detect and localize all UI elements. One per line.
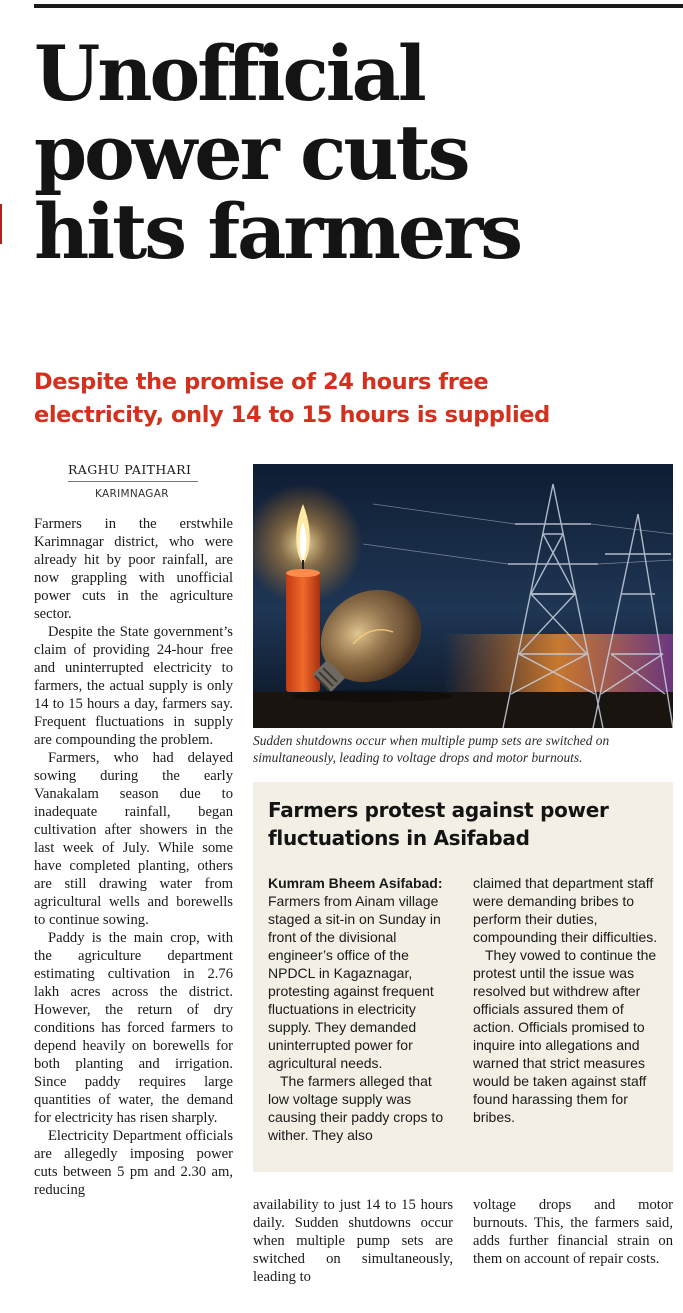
- top-rule: [34, 4, 683, 8]
- headline: [34, 29, 674, 277]
- article-photo: [253, 464, 673, 728]
- body-continuation-1: availability to just 14 to 15 hours daily. Sudden shutdowns occur when multiple pump sets are switched on simultaneously, leading to: [253, 1197, 453, 1285]
- sidebar-title-line-2: fluctuations in Asifabad: [268, 826, 530, 850]
- sidebar-column-1: [268, 874, 454, 1144]
- sidebar-paragraph-3: claimed that department staff were demanding bribes to perform their duties, compounding their difficulties.: [473, 875, 658, 945]
- body-paragraph-4: Paddy is the main crop, with the agriculture department estimating cultivation in 2.76 lakh acres across the district. However, the return of dry conditions has forced farmers to depend heavily on borewells for both planting and irrigation. Since paddy requires large quantities of water, the demand for electricity has risen sharply.: [34, 930, 233, 1126]
- deck-line-2: electricity, only 14 to 15 hours is supplied: [34, 402, 550, 428]
- photo-caption: Sudden shutdowns occur when multiple pump sets are switched on simultaneously, leading to voltage drops and motor burnouts.: [253, 733, 610, 765]
- dateline: KARIMNAGAR: [95, 488, 169, 500]
- deck-subheadline: [34, 366, 674, 432]
- byline: RAGHU PAITHARI: [68, 462, 198, 482]
- sidebar-paragraph-1-text: Farmers from Ainam village staged a sit-in on Sunday in front of the divisional engineer’s office of the NPDCL in Kagaznagar, protesting against frequent fluctuations in electricity supply. They demanded uninterrupted power for agricultural needs.: [268, 893, 441, 1071]
- sidebar-title-line-1: Farmers protest against power: [268, 798, 609, 822]
- headline-line-2: power cuts: [34, 108, 468, 198]
- sidebar-paragraph-2: The farmers alleged that low voltage supply was causing their paddy crops to wither. They also: [268, 1073, 444, 1143]
- body-paragraph-1: Farmers in the erstwhile Karimnagar district, who were already hit by poor rainfall, are now grappling with unofficial power cuts in the agriculture sector.: [34, 516, 233, 622]
- article-column-2: [253, 1196, 453, 1286]
- body-continuation-2: voltage drops and motor burnouts. This, the farmers said, adds further financial strain on them on account of repair costs.: [473, 1197, 673, 1267]
- sidebar-box: [253, 782, 673, 1172]
- article-column-3: [473, 1196, 673, 1268]
- headline-line-1: Unofficial: [34, 29, 424, 118]
- body-paragraph-2: Despite the State government’s claim of providing 24-hour free and uninterrupted electricity to farmers, the actual supply is only 14 to 15 hours a day, farmers say. Frequent fluctuations in supply are compounding the problem.: [34, 624, 233, 748]
- deck-line-1: Despite the promise of 24 hours free: [34, 369, 489, 395]
- candle-bulb-pylon-illustration: [253, 464, 673, 728]
- headline-line-3: hits farmers: [34, 187, 521, 277]
- body-paragraph-3: Farmers, who had delayed sowing during the early Vanakalam season due to inadequate rainfall, began cultivation after showers in the last week of July. While some have completed planting, others are still drawing water from agricultural wells and borewells to continue sowing.: [34, 750, 233, 928]
- sidebar-paragraph-4: They vowed to continue the protest until the issue was resolved but withdrew after officials assured them of action. Officials promised to inquire into allegations and warned that strict measures would be taken against staff found harassing them for bribes.: [473, 947, 657, 1125]
- sidebar-title: [268, 796, 668, 852]
- sidebar-paragraph-1: [268, 874, 454, 1072]
- sidebar-lead: Kumram Bheem Asifabad:: [268, 875, 443, 891]
- article-column-1: [34, 515, 233, 1199]
- page-edge-mark: [0, 204, 2, 244]
- sidebar-column-2: [473, 874, 659, 1126]
- body-paragraph-5: Electricity Department officials are allegedly imposing power cuts between 5 pm and 2.30 am, reducing: [34, 1128, 233, 1198]
